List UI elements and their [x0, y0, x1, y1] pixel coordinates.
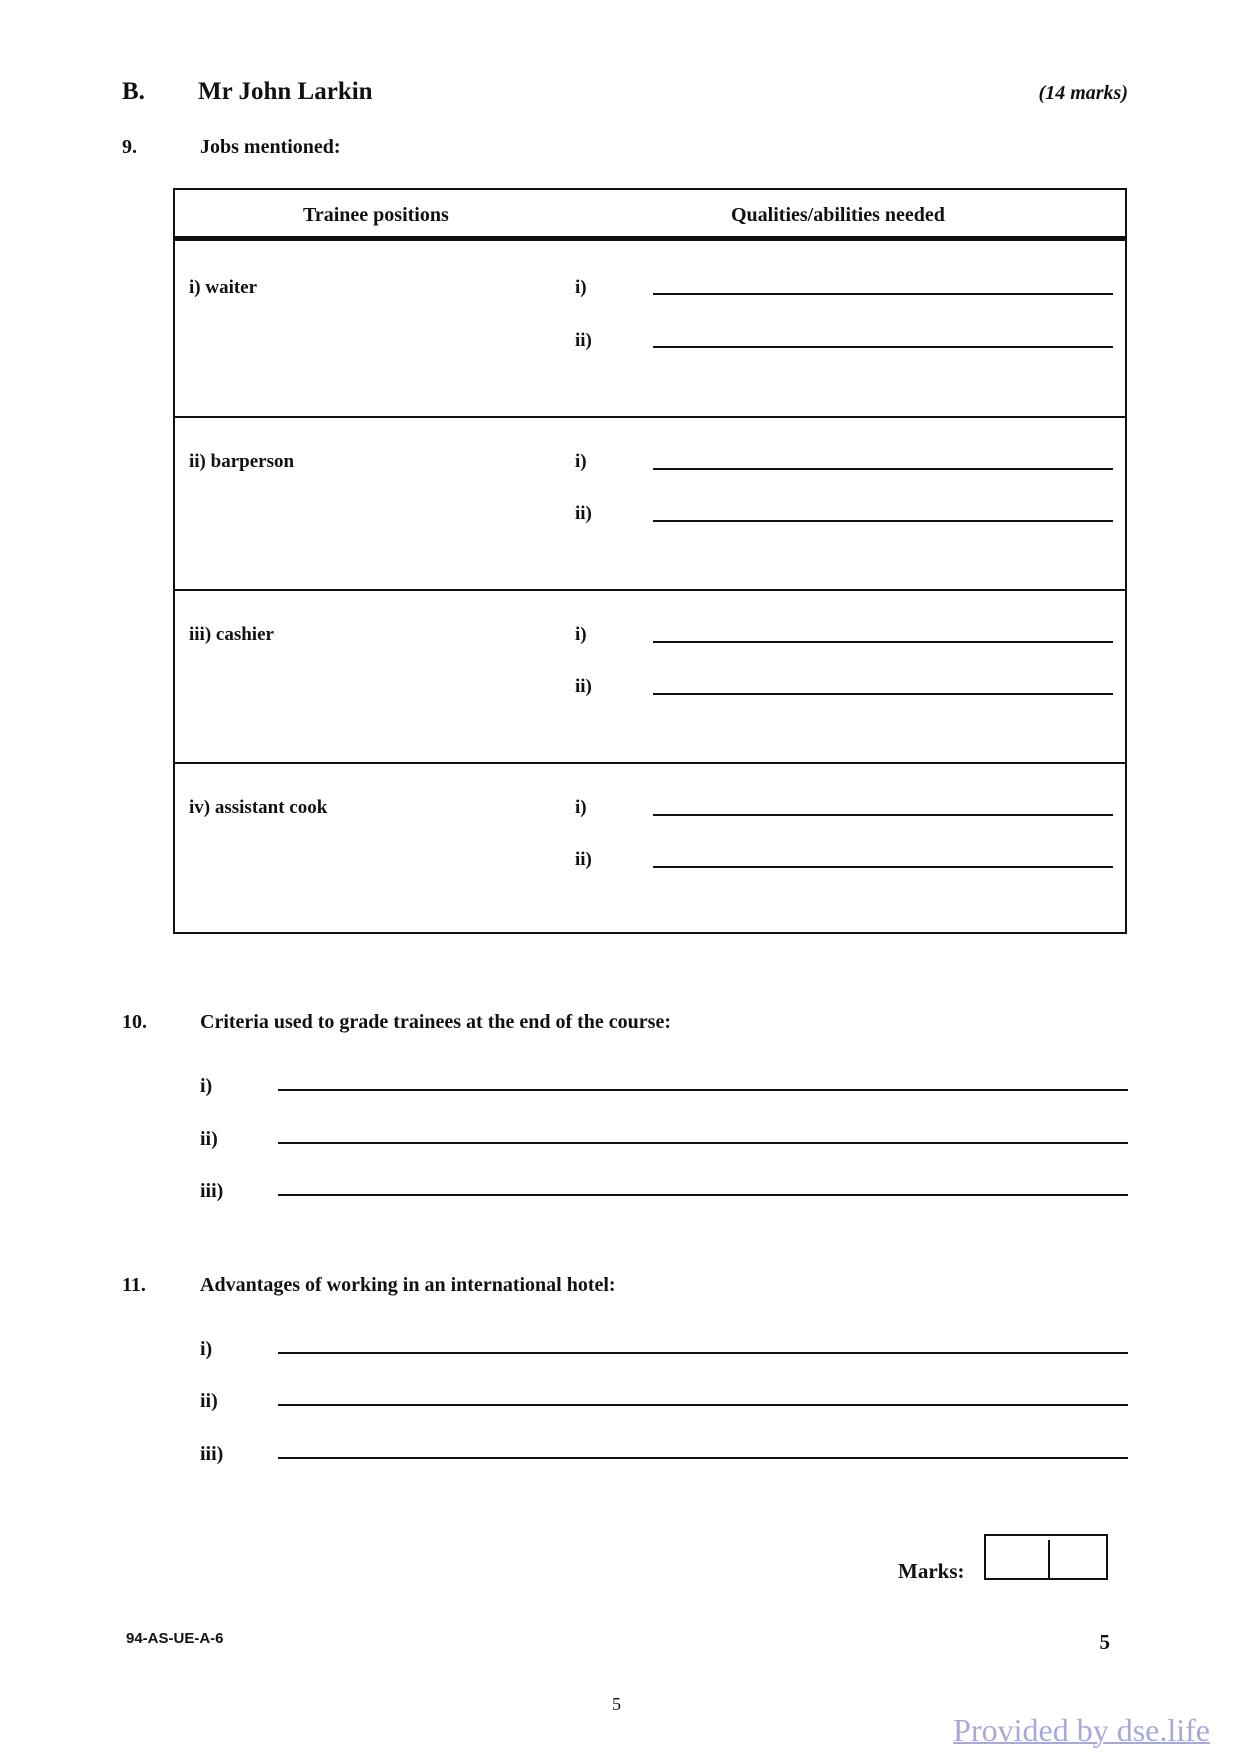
section-title: Mr John Larkin: [198, 78, 373, 105]
quality-number: ii): [575, 503, 592, 524]
advantage-number: ii): [200, 1390, 218, 1412]
criteria-number: iii): [200, 1180, 224, 1202]
quality-number: i): [575, 277, 587, 298]
position-label: iv) assistant cook: [189, 797, 328, 818]
question-11-prompt: Advantages of working in an international hotel:: [200, 1274, 616, 1296]
table-row: [175, 762, 1125, 935]
criteria-answer-line[interactable]: [278, 1194, 1128, 1196]
page-number-right: 5: [1099, 1630, 1110, 1654]
page-number-center: 5: [612, 1694, 621, 1714]
advantage-number: i): [200, 1338, 213, 1360]
criteria-number: i): [200, 1075, 213, 1097]
table-header: [175, 190, 1125, 241]
answer-line[interactable]: [653, 693, 1113, 695]
question-9-number: 9.: [122, 136, 137, 158]
position-label: i) waiter: [189, 277, 258, 298]
criteria-number: ii): [200, 1128, 218, 1150]
question-11-number: 11.: [122, 1274, 146, 1296]
answer-line[interactable]: [653, 866, 1113, 868]
paper-code: 94-AS-UE-A-6: [126, 1630, 224, 1647]
section-letter: B.: [122, 78, 145, 105]
answer-line[interactable]: [653, 468, 1113, 470]
table-row: [175, 416, 1125, 589]
quality-number: i): [575, 451, 587, 472]
quality-number: ii): [575, 849, 592, 870]
advantage-answer-line[interactable]: [278, 1457, 1128, 1459]
advantage-number: iii): [200, 1443, 224, 1465]
position-label: ii) barperson: [189, 451, 295, 472]
answer-line[interactable]: [653, 346, 1113, 348]
table-row: [175, 243, 1125, 416]
watermark-link[interactable]: Provided by dse.life: [953, 1712, 1210, 1748]
quality-number: ii): [575, 676, 592, 697]
marks-box[interactable]: [984, 1534, 1108, 1580]
quality-number: i): [575, 797, 587, 818]
marks-label: Marks:: [898, 1559, 965, 1583]
criteria-answer-line[interactable]: [278, 1142, 1128, 1144]
question-9-prompt: Jobs mentioned:: [200, 136, 341, 158]
answer-line[interactable]: [653, 520, 1113, 522]
marks-box-divider: [1048, 1540, 1050, 1578]
question-10-prompt: Criteria used to grade trainees at the end of the course:: [200, 1011, 672, 1033]
advantage-answer-line[interactable]: [278, 1352, 1128, 1354]
answer-line[interactable]: [653, 641, 1113, 643]
advantage-answer-line[interactable]: [278, 1404, 1128, 1406]
criteria-answer-line[interactable]: [278, 1089, 1128, 1091]
table-row: [175, 589, 1125, 762]
answer-line[interactable]: [653, 814, 1113, 816]
answer-line[interactable]: [653, 293, 1113, 295]
quality-number: ii): [575, 330, 592, 351]
position-label: iii) cashier: [189, 624, 274, 645]
jobs-table: [173, 188, 1127, 934]
quality-number: i): [575, 624, 587, 645]
header-trainee-positions: Trainee positions: [303, 204, 449, 226]
section-marks: (14 marks): [1038, 82, 1128, 104]
question-10-number: 10.: [122, 1011, 147, 1033]
header-qualities-needed: Qualities/abilities needed: [731, 204, 945, 226]
